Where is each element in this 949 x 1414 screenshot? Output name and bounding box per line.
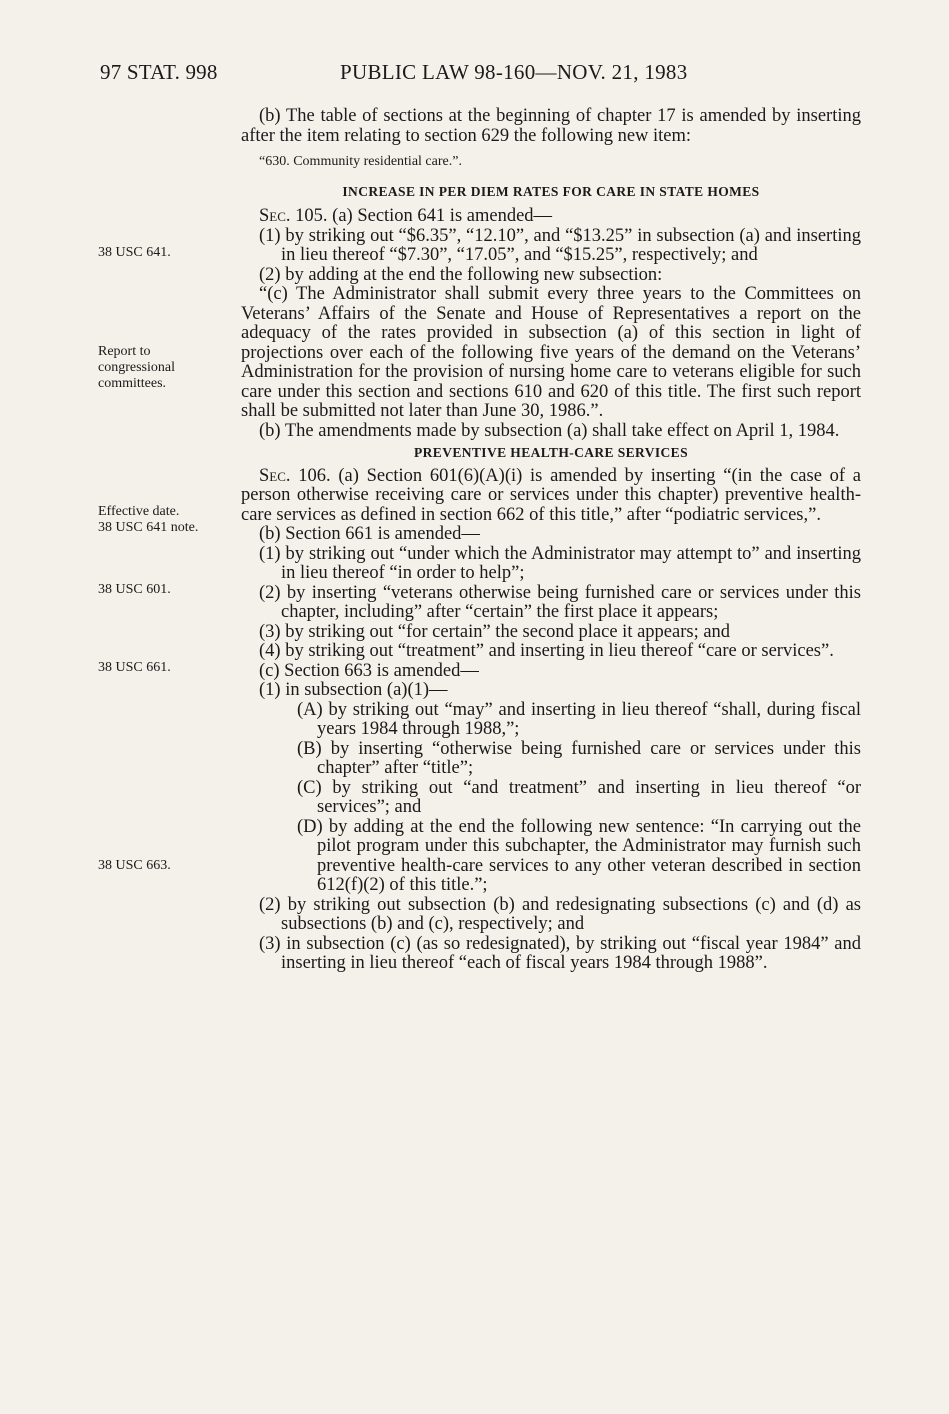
sec-106-b-3: (3) by striking out “for certain” the second place it appears; and [259,621,731,642]
margin-note-effective-date [98,504,228,536]
sec-106-text: 106. (a) Section 601(6)(A)(i) is amended by inserting “(in the case of a person otherwise receiving care or services under this chapter) preventive health-care services as defined in section 662 of this title,” after “podiatric services,”. [241,465,861,525]
sec-106-c-1: (1) in subsection (a)(1)— [259,680,448,700]
sec-106-c-1-A: (A) by striking out “may” and inserting in lieu thereof “shall, during fiscal years 1984 through 1988,”; [297,699,861,739]
sec-106-b-2: (2) by inserting “veterans otherwise being furnished care or services under this chapter, including” after “certain” the first place it appears; [259,582,861,622]
sec-label: Sec. [259,465,291,486]
sec-105-clause-2: (2) by adding at the end the following new subsection: [259,264,663,285]
sec-106-c-1-D: (D) by adding at the end the following new sentence: “In carrying out the pilot program under this subchapter, the Administrator may furnish such preventive health-care services to any other veteran described in section 612(f)(2) of this title.”; [297,816,861,895]
table-item: “630. Community residential care.”. [259,154,462,169]
margin-note-report: Report to congressional committees. [98,344,175,391]
paragraph-b-intro: (b) The table of sections at the beginning of chapter 17 is amended by inserting after the item relating to section 629 the following new item: [241,106,861,146]
sec-106-c-2: (2) by striking out subsection (b) and redesignating subsections (c) and (d) as subsections (b) and (c), respectively; and [259,894,861,934]
law-title: PUBLIC LAW 98-160—NOV. 21, 1983 [340,60,688,84]
sec-105-subsection-c: “(c) The Administrator shall submit every three years to the Committees on Veterans’ Affairs of the Senate and House of Representatives a report on the adequacy of the rates provided in subsection (a) of this section in light of projections over each of the following five years of the demand on the Veterans’ Administration for the provision of nursing home care to veterans eligible for such care under this section and sections 610 and 620 of this title. The first such report shall be submitted not later than June 30, 1986.”. [241,284,861,421]
sec-106-c-1-C: (C) by striking out “and treatment” and inserting in lieu thereof “or services”; and [297,777,861,817]
sec-106-b-1: (1) by striking out “under which the Administrator may attempt to” and inserting in lieu thereof “in order to help”; [259,543,861,583]
sec-106-c-1-B: (B) by inserting “otherwise being furnished care or services under this chapter” after “title”; [297,738,861,778]
section-heading-preventive: PREVENTIVE HEALTH-CARE SERVICES [414,445,688,460]
section-105-intro [241,207,861,227]
sec-105-clause-1: (1) by striking out “$6.35”, “12.10”, and “$13.25” in subsection (a) and inserting in lieu thereof “$7.30”, “17.05”, and “$15.25”, respectively; and [259,225,861,265]
margin-note-usc-601: 38 USC 601. [98,582,171,597]
margin-note-usc-641: 38 USC 641. [98,245,171,260]
sec-105-text: 105. (a) Section 641 is amended— [290,206,553,226]
margin-note-usc-641-note: 38 USC 641 note. [98,520,199,535]
sec-106-b-4: (4) by striking out “treatment” and inserting in lieu thereof “care or services”. [259,641,834,661]
sec-106-c: (c) Section 663 is amended— [259,660,479,681]
margin-note-usc-663: 38 USC 663. [98,858,171,873]
section-106-intro [241,467,861,526]
sec-106-b: (b) Section 661 is amended— [259,524,480,544]
section-heading-per-diem: INCREASE IN PER DIEM RATES FOR CARE IN STATE HOMES [342,183,760,199]
body-text [241,107,861,974]
margin-note-usc-661: 38 USC 661. [98,660,171,675]
sec-label: Sec. [259,206,291,226]
sec-105-subsection-b: (b) The amendments made by subsection (a) shall take effect on April 1, 1984. [259,420,840,441]
sec-106-c-3: (3) in subsection (c) (as so redesignated), by striking out “fiscal year 1984” and inserting in lieu thereof “each of fiscal years 1984 through 1988”. [259,933,861,973]
margin-note-effective-label: Effective date. [98,504,180,519]
stat-page-number: 97 STAT. 998 [100,60,218,84]
